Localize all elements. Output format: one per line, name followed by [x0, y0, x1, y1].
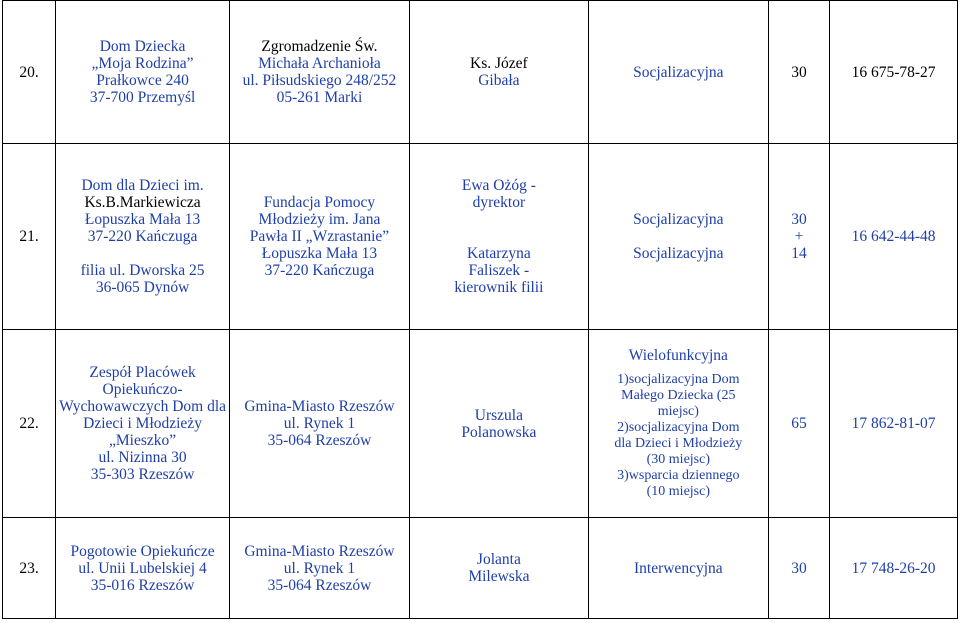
places-count: 30 + 14: [768, 144, 829, 330]
managing-organization: Gmina-Miasto Rzeszów ul. Rynek 1 35-064 Rzeszów: [229, 330, 409, 518]
managing-organization: Zgromadzenie Św. Michała Archanioła ul. Piłsudskiego 248/252 05-261 Marki: [229, 1, 409, 144]
managing-organization: Gmina-Miasto Rzeszów ul. Rynek 1 35-064 Rzeszów: [229, 518, 409, 619]
institution-name: Dom dla Dzieci im. Ks.B.Markiewicza Łopuszka Mała 13 37-220 Kańczuga filia ul. Dworska 25 36-065 Dynów: [56, 144, 230, 330]
phone-number: 16 675-78-27: [830, 1, 958, 144]
director: Jolanta Milewska: [409, 518, 588, 619]
places-count: 30: [768, 1, 829, 144]
institution-name: Pogotowie Opiekuńcze ul. Unii Lubelskiej 4 35-016 Rzeszów: [56, 518, 230, 619]
table-row: [3, 144, 958, 330]
phone-number: 16 642-44-48: [830, 144, 958, 330]
institution-type: Socjalizacyjna Socjalizacyjna: [588, 144, 768, 330]
table-row: [3, 1, 958, 144]
row-number: 22.: [3, 330, 56, 518]
places-count: 65: [768, 330, 829, 518]
row-number: 20.: [3, 1, 56, 144]
institution-type: Wielofunkcyjna 1)socjalizacyjna Dom Małego Dziecka (25 miejsc) 2)socjalizacyjna Dom dla Dzieci i Młodzieży (30 miejsc) 3)wsparcia dziennego (10 miejsc): [588, 330, 768, 518]
institutions-table: [2, 0, 958, 619]
institution-type: Interwencyjna: [588, 518, 768, 619]
places-count: 30: [768, 518, 829, 619]
director: Ks. Józef Gibała: [409, 1, 588, 144]
director: Urszula Polanowska: [409, 330, 588, 518]
table-row: [3, 518, 958, 619]
row-number: 21.: [3, 144, 56, 330]
phone-number: 17 748-26-20: [830, 518, 958, 619]
institution-name: Zespół Placówek Opiekuńczo- Wychowawczych Dom dla Dzieci i Młodzieży „Mieszko” ul. Nizinna 30 35-303 Rzeszów: [56, 330, 230, 518]
row-number: 23.: [3, 518, 56, 619]
table-row: [3, 330, 958, 518]
director: Ewa Ożóg - dyrektor Katarzyna Faliszek - kierownik filii: [409, 144, 588, 330]
phone-number: 17 862-81-07: [830, 330, 958, 518]
managing-organization: Fundacja Pomocy Młodzieży im. Jana Pawła II „Wzrastanie” Łopuszka Mała 13 37-220 Kańczuga: [229, 144, 409, 330]
institution-name: Dom Dziecka „Moja Rodzina” Prałkowce 240 37-700 Przemyśl: [56, 1, 230, 144]
institution-type: Socjalizacyjna: [588, 1, 768, 144]
